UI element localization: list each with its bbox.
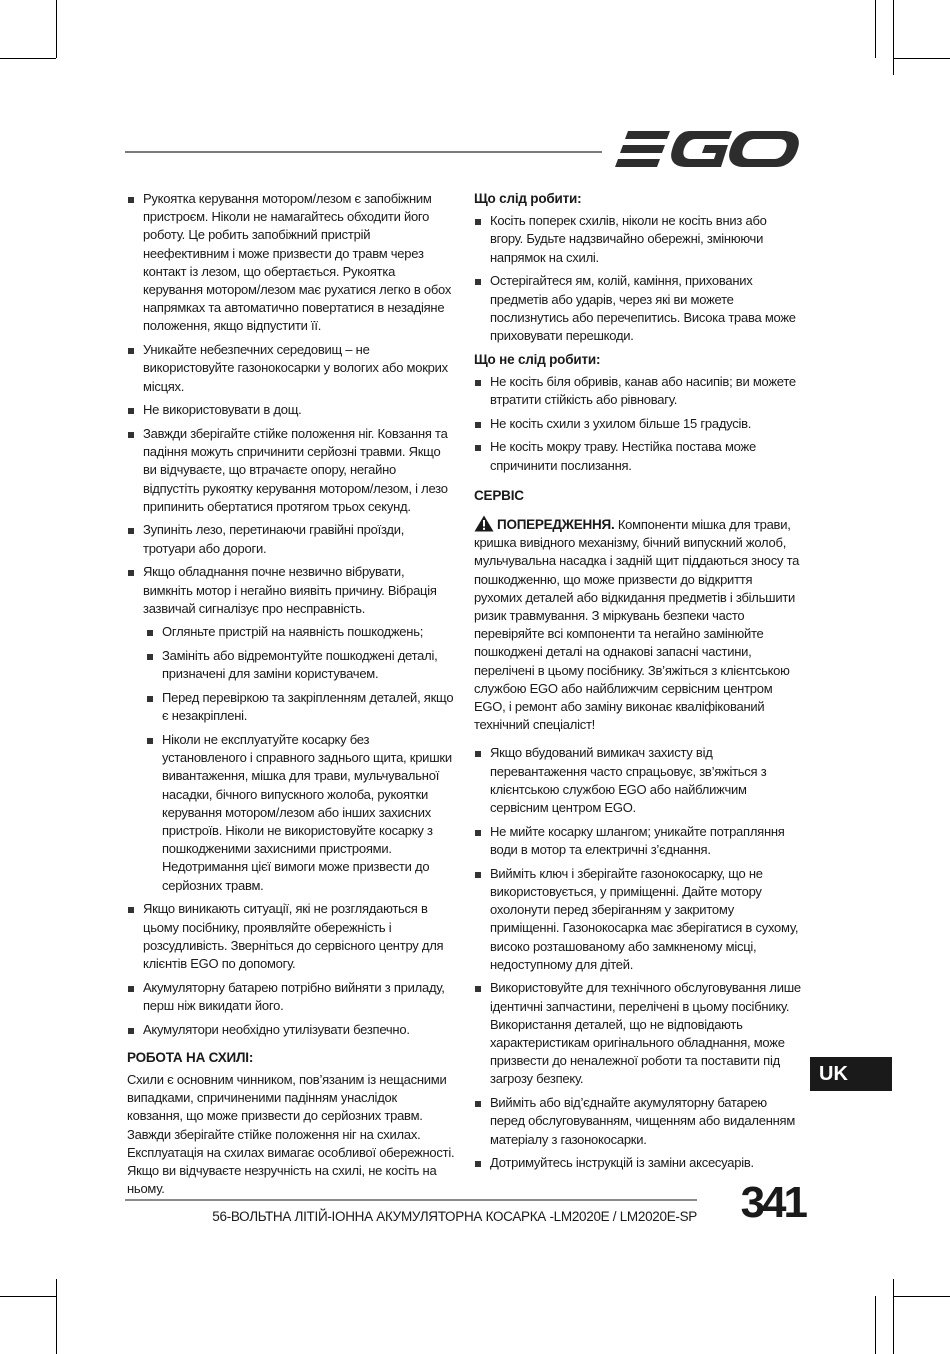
list-item: Уникайте небезпечних середовищ – не використовуйте газонокосарки у вологих або мокрих місцях. — [127, 341, 455, 396]
warning-triangle-icon — [474, 515, 494, 532]
do-bullet-list — [474, 212, 802, 345]
crop-mark — [875, 1296, 876, 1354]
list-item: Акумуляторну батарею потрібно вийняти з приладу, перш ніж викидати його. — [127, 979, 455, 1015]
list-item: Не косіть схили з ухилом більше 15 градусів. — [474, 415, 802, 433]
ego-logo — [614, 128, 800, 170]
crop-mark — [0, 1296, 56, 1297]
crop-mark — [893, 1296, 950, 1297]
crop-mark — [893, 1279, 894, 1354]
right-column — [474, 190, 802, 1178]
warning-text: Компоненти мішка для трави, кришка вивідного механізму, бічний випускний жолоб, мульчувальна насадка і задній щит піддаються зносу та пошкодженню, що може призвести до відкриття рухомих деталей або відкидання предметів і збільшити ризик травмування. З міркувань безпеки часто перевіряйте всі компоненти та негайно замінюйте пошкоджені деталі на однакові запасні частини, перелічені в цьому посібнику. Зв’яжіться з клієнтською службою EGO або найближчим сервісним центром EGO, і ремонт або заміну виконає кваліфікований технічний спеціаліст! — [474, 517, 800, 733]
sub-list-item: Огляньте пристрій на наявність пошкоджень; — [146, 623, 455, 641]
list-item: Косіть поперек схилів, ніколи не косіть вниз або вгору. Будьте надзвичайно обережні, змінюючи напрямок на схилі. — [474, 212, 802, 267]
list-item: Вийміть або від’єднайте акумуляторну батарею перед обслуговуванням, чищенням або видаленням матеріалу з газонокосарки. — [474, 1094, 802, 1149]
warning-block — [474, 515, 802, 734]
list-item: Не косіть біля обривів, канав або насипів; ви можете втратити стійкість або рівновагу. — [474, 373, 802, 409]
header-rule — [125, 151, 602, 153]
list-item: Якщо вбудований вимикач захисту від перевантаження часто спрацьовує, зв’яжіться з клієнтською службою EGO або найближчим сервісним центром EGO. — [474, 744, 802, 817]
crop-mark — [875, 0, 876, 58]
service-bullet-list — [474, 744, 802, 1172]
service-heading: СЕРВІС — [474, 487, 524, 503]
sub-list-item: Замініть або відремонтуйте пошкоджені деталі, призначені для заміни користувачем. — [146, 647, 455, 683]
footer-rule — [125, 1199, 697, 1201]
dont-heading: Що не слід робити: — [474, 351, 601, 367]
page-number: 341 — [740, 1178, 805, 1227]
list-item: Використовуйте для технічного обслуговування лише ідентичні запчастини, перелічені в цьому посібнику. Використання деталей, що не відповідають характеристикам оригінального обладнання, може призвести до неналежної роботи та поставити під загрозу безпеку. — [474, 979, 802, 1088]
list-item: Рукоятка керування мотором/лезом є запобіжним пристроєм. Ніколи не намагайтесь обходити його роботу. Це робить запобіжний пристрій неефективним і може призвести до травм через контакт із лезом, що обертається. Рукоятка керування мотором/лезом має рухатися легко в обох напрямках та автоматично повертатися в незадіяне положення, якщо відпустити її. — [127, 190, 455, 336]
list-item — [127, 563, 455, 894]
sub-list-item: Ніколи не експлуатуйте косарку без установленого і справного заднього щита, кришки вивантаження, мішка для трави, мульчувальної насадки, бічного випускного жолоба, рукоятки керування мотором/лезом або інших захисних пристроїв. Ніколи не використовуйте косарку з пошкодженими захисними пристроями. Недотримання цієї вимоги може призвести до серйозних травм. — [146, 731, 455, 895]
list-item: Завжди зберігайте стійке положення ніг. Ковзання та падіння можуть спричинити серйозні травми. Якщо ви відчуваєте, що втрачаєте опору, негайно відпустіть рукоятку керування мотором/лезом, і лезо припинить обертатися протягом трьох секунд. — [127, 425, 455, 516]
slope-heading: РОБОТА НА СХИЛІ: — [127, 1049, 254, 1065]
sub-list-item: Перед перевіркою та закріпленням деталей, якщо є незакріплені. — [146, 689, 455, 725]
list-item: Вийміть ключ і зберігайте газонокосарку, що не використовується, у приміщенні. Дайте мотору охолонути перед зберіганням у закритому приміщенні. Газонокосарка має зберігатися в сухому, високо розташованому або замкненому місці, недоступному для дітей. — [474, 865, 802, 974]
sub-bullet-list — [146, 623, 455, 894]
left-column — [127, 190, 455, 1198]
safety-bullet-list — [127, 190, 455, 1039]
crop-mark — [56, 0, 57, 58]
list-item: Зупиніть лезо, перетинаючи гравійні проїзди, тротуари або дороги. — [127, 521, 455, 557]
list-item-text: Якщо обладнання почне незвично вібрувати, вимкніть мотор і негайно виявіть причину. Вібрація зазвичай сигналізує про несправність. — [143, 564, 437, 616]
footer-product-title: 56-ВОЛЬТНА ЛІТІЙ-ІОННА АКУМУЛЯТОРНА КОСАРКА -LM2020E / LM2020E-SP — [212, 1209, 697, 1224]
do-heading: Що слід робити: — [474, 191, 582, 206]
list-item: Остерігайтеся ям, колій, каміння, прихованих предметів або ударів, через які ви можете послизнутись або перечепитись. Висока трава може приховувати перешкоди. — [474, 272, 802, 345]
crop-mark — [56, 1279, 57, 1354]
list-item: Не косіть мокру траву. Нестійка постава може спричинити послизання. — [474, 438, 802, 474]
language-tab: UK — [810, 1057, 892, 1091]
crop-mark — [0, 58, 56, 59]
crop-mark — [893, 58, 950, 59]
slope-paragraph: Схили є основним чинником, пов’язаним із нещасними випадками, спричиненими падінням унаслідок ковзання, що може призвести до серйозних травм. Завжди зберігайте стійке положення ніг на схилах. Експлуатація на схилах вимагає особливої обережності. Якщо ви відчуваєте незручність на схилі, не косіть на ньому. — [127, 1071, 455, 1197]
warning-title: ПОПЕРЕДЖЕННЯ. — [497, 517, 615, 533]
crop-mark — [893, 0, 894, 75]
list-item: Якщо виникають ситуації, які не розглядаються в цьому посібнику, проявляйте обережність і розсудливість. Зверніться до сервісного центру для клієнтів EGO по допомогу. — [127, 900, 455, 973]
list-item: Акумулятори необхідно утилізувати безпечно. — [127, 1021, 455, 1039]
dont-bullet-list — [474, 373, 802, 475]
list-item: Дотримуйтесь інструкцій із заміни аксесуарів. — [474, 1154, 802, 1172]
list-item: Не використовувати в дощ. — [127, 401, 455, 419]
list-item: Не мийте косарку шлангом; уникайте потрапляння води в мотор та електричні з’єднання. — [474, 823, 802, 859]
